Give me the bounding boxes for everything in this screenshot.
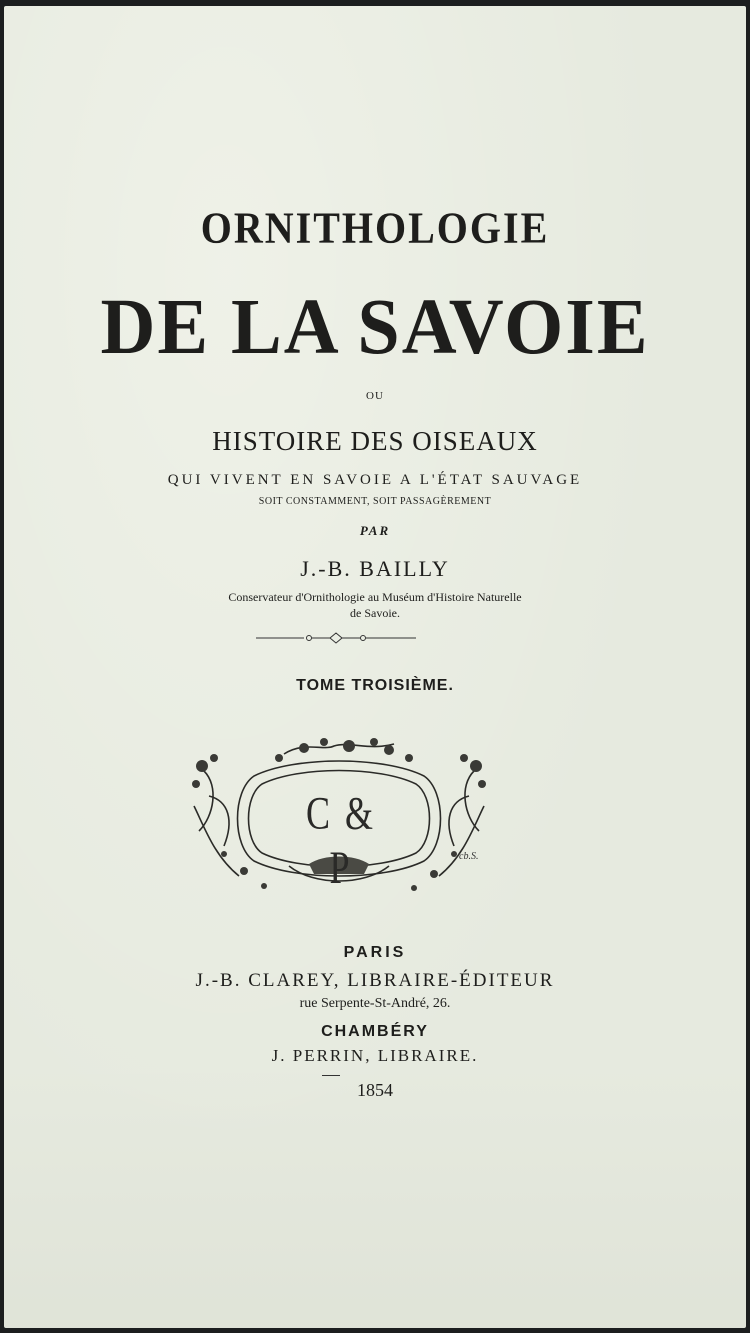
title-line-1: ORNITHOLOGIE (200, 202, 550, 253)
vignette-monogram: C & P (305, 786, 376, 894)
by-label: PAR (359, 523, 391, 538)
publisher-city-2: CHAMBÉRY (321, 1023, 429, 1040)
engraver-signature: cb.S. (459, 851, 479, 862)
author-role-line-2: de Savoie. (350, 606, 400, 620)
publisher-city-1: PARIS (343, 944, 407, 961)
subtitle-line-2: QUI VIVENT EN SAVOIE A L'ÉTAT SAUVAGE (167, 472, 583, 488)
publication-year: 1854 (357, 1080, 393, 1100)
ornamental-rule (254, 632, 418, 644)
subtitle: HISTOIRE DES OISEAUX (212, 426, 538, 456)
publisher-name-2: J. PERRIN, LIBRAIRE. (271, 1046, 479, 1065)
title-page (4, 6, 746, 1328)
author-role-line-1: Conservateur d'Ornithologie au Muséum d'Histoire Naturelle (228, 590, 522, 604)
conjunction: OU (366, 390, 384, 402)
title-line-2: DE LA SAVOIE (100, 282, 650, 372)
volume-label: TOME TROISIÈME. (296, 677, 454, 694)
publisher-address-1: rue Serpente-St-André, 26. (299, 996, 451, 1011)
author: J.-B. BAILLY (300, 556, 450, 581)
publisher-name-1: J.-B. CLAREY, LIBRAIRE-ÉDITEUR (195, 970, 555, 991)
year-rule (322, 1075, 340, 1076)
subtitle-line-3: SOIT CONSTAMMENT, SOIT PASSAGÈREMENT (258, 496, 492, 507)
